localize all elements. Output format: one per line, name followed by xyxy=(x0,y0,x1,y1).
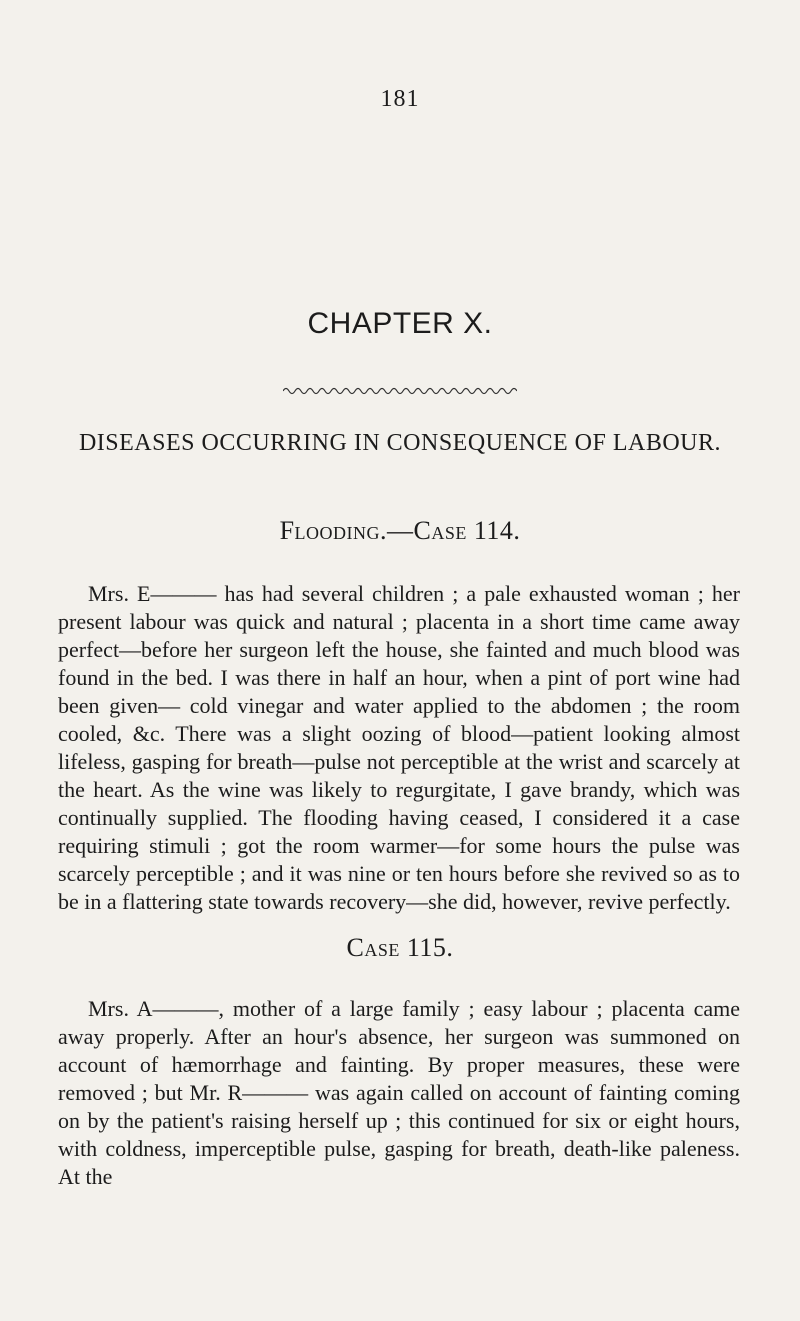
case-115-heading: Case 115. xyxy=(346,933,454,962)
page-number: 181 xyxy=(380,86,420,112)
wavy-rule-ornament xyxy=(283,385,517,397)
case-114-heading: Flooding.—Case 114. xyxy=(279,516,521,545)
case-114-paragraph: Mrs. E——— has had several children ; a pale exhausted woman ; her present labour was quick and natural ; placenta in a short time came away perfect—before her surgeon left the house, she fainted and much blood was found in the bed. I was there in half an hour, when a pint of port wine had been given— cold vinegar and water applied to the abdomen ; the room cooled, &c. There was a slight oozing of blood—patient looking almost lifeless, gasping for breath—pulse not perceptible at the wrist and scarcely at the heart. As the wine was likely to regurgitate, I gave brandy, which was continually supplied. The flooding having ceased, I considered it a case requiring stimuli ; got the room warmer—for some hours the pulse was scarcely perceptible ; and it was nine or ten hours before she revived so as to be in a flattering state towards recovery—she did, however, revive perfectly. xyxy=(58,581,740,914)
chapter-title: CHAPTER X. xyxy=(307,307,493,340)
case-115-paragraph: Mrs. A———, mother of a large family ; easy labour ; placenta came away properly. After an hour's absence, her surgeon was summoned on account of hæmorrhage and fainting. By proper measures, these were removed ; but Mr. R——— was again called on account of fainting coming on by the patient's raising herself up ; this continued for six or eight hours, with coldness, imperceptible pulse, gasping for breath, death-like paleness. At the xyxy=(58,996,740,1189)
section-title: DISEASES OCCURRING IN CONSEQUENCE OF LABOUR. xyxy=(78,430,722,456)
